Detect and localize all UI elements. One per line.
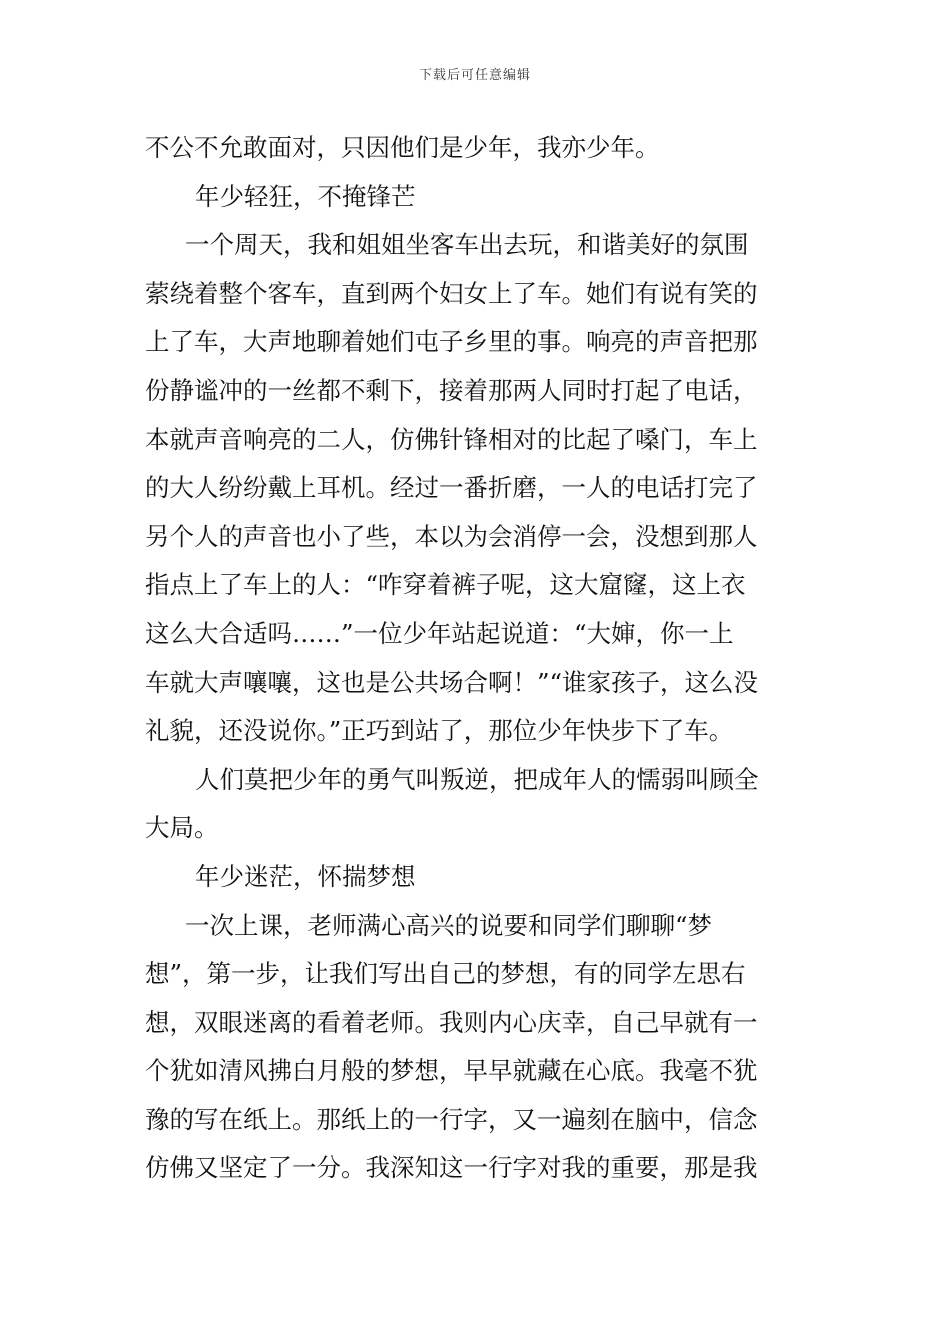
paragraph-line: 一次上课，老师满心高兴的说要和同学们聊聊“梦 bbox=[185, 910, 713, 940]
paragraph-line: 份静谧冲的一丝都不剩下，接着那两人同时打起了电话， bbox=[145, 375, 758, 405]
paragraph-line: 本就声音响亮的二人，仿佛针锋相对的比起了嗓门，车上 bbox=[145, 424, 758, 454]
section-heading: 年少迷茫，怀揣梦想 bbox=[195, 861, 416, 891]
paragraph-line: 个犹如清风拂白月般的梦想，早早就藏在心底。我毫不犹 bbox=[145, 1056, 758, 1086]
paragraph-line: 指点上了车上的人：“咋穿着裤子呢，这大窟窿，这上衣 bbox=[145, 570, 746, 600]
paragraph-line: 人们莫把少年的勇气叫叛逆，把成年人的懦弱叫顾全 bbox=[195, 764, 759, 794]
paragraph-line: 仿佛又坚定了一分。我深知这一行字对我的重要，那是我 bbox=[145, 1153, 758, 1183]
paragraph-line: 大局。 bbox=[145, 813, 219, 843]
paragraph-line: 礼貌，还没说你。”正巧到站了，那位少年快步下了车。 bbox=[145, 716, 734, 746]
paragraph-line: 想”，第一步，让我们写出自己的梦想，有的同学左思右 bbox=[145, 959, 746, 989]
paragraph-line: 豫的写在纸上。那纸上的一行字，又一遍刻在脑中，信念 bbox=[145, 1104, 758, 1134]
paragraph-line: 上了车，大声地聊着她们屯子乡里的事。响亮的声音把那 bbox=[145, 327, 758, 357]
section-heading: 年少轻狂，不掩锋芒 bbox=[195, 181, 416, 211]
paragraph-line: 车就大声嚷嚷，这也是公共场合啊！”“谁家孩子，这么没 bbox=[145, 667, 759, 697]
paragraph-line: 不公不允敢面对，只因他们是少年，我亦少年。 bbox=[145, 133, 660, 162]
page-header: 下载后可任意编辑 bbox=[418, 68, 531, 83]
paragraph-line: 一个周天，我和姐姐坐客车出去玩，和谐美好的氛围 bbox=[185, 230, 749, 260]
paragraph-line: 的大人纷纷戴上耳机。经过一番折磨，一人的电话打完了 bbox=[145, 473, 758, 503]
paragraph-line: 另个人的声音也小了些，本以为会消停一会，没想到那人 bbox=[145, 521, 758, 551]
paragraph-line: 想，双眼迷离的看着老师。我则内心庆幸，自己早就有一 bbox=[145, 1007, 758, 1037]
paragraph-line: 这么大合适吗……”一位少年站起说道：“大婶，你一上 bbox=[145, 618, 734, 648]
paragraph-line: 萦绕着整个客车，直到两个妇女上了车。她们有说有笑的 bbox=[145, 278, 758, 308]
document-body bbox=[145, 124, 807, 1193]
